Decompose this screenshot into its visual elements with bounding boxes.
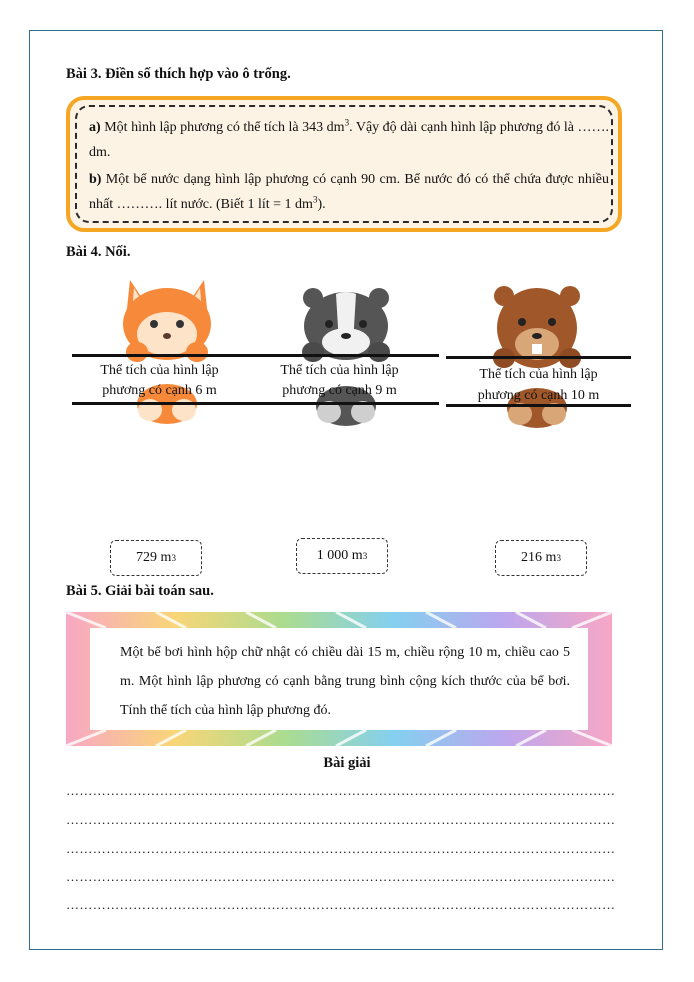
answer-line-4[interactable]: …………………………………………………………………………………………………………… — [66, 869, 616, 884]
card-badger[interactable] — [254, 272, 439, 432]
badger-icon — [291, 284, 401, 434]
card-fox-label-1: Thể tích của hình lập — [100, 363, 219, 378]
answer-line-2[interactable]: …………………………………………………………………………………………………………… — [66, 812, 616, 827]
card-fox-top-bar — [72, 354, 257, 357]
ex3-a-text2: . Vậy độ dài cạnh hình lập phương đó là ……. dm. — [89, 120, 609, 160]
answer-box-1[interactable]: 729 m 3 — [110, 540, 202, 576]
answer-1-value: 729 m — [136, 550, 172, 565]
card-fox-bottom-bar — [72, 402, 257, 405]
card-badger-label-2: phương có cạnh 9 m — [282, 383, 397, 398]
answer-2-value: 1 000 m — [316, 548, 363, 563]
answer-box-2[interactable]: 1 000 m 3 — [296, 538, 388, 574]
card-fox-label-2: phương có cạnh 6 m — [102, 383, 217, 398]
ex5-problem-text: Một bể bơi hình hộp chữ nhật có chiều dài 15 m, chiều rộng 10 m, chiều cao 5 m. Một hình lập phương có cạnh bằng trung bình cộng kích thước của bể bơi. Tính thể tích của hình lập phương đó. — [120, 645, 570, 718]
solution-heading: Bài giải — [323, 755, 371, 771]
answer-3-value: 216 m — [521, 550, 557, 565]
ex4-heading: Bài 4. Nối. — [66, 244, 131, 260]
ex3-heading: Bài 3. Điền số thích hợp vào ô trống. — [66, 66, 291, 82]
ex3-box — [66, 96, 622, 232]
answer-box-3[interactable]: 216 m 3 — [495, 540, 587, 576]
ex5-heading: Bài 5. Giải bài toán sau. — [66, 583, 214, 599]
card-badger-label-1: Thể tích của hình lập — [280, 363, 399, 378]
answer-line-1[interactable]: …………………………………………………………………………………………………………… — [66, 783, 616, 798]
card-beaver-label-1: Thể tích của hình lập — [479, 367, 598, 382]
card-badger-bottom-bar — [254, 402, 439, 405]
ex3-a-text1: Một hình lập phương có thể tích là 343 dm — [104, 120, 345, 135]
ex3-part-b — [89, 167, 609, 217]
ex3-b-label: b) — [89, 172, 102, 187]
ex3-text — [89, 115, 609, 219]
fox-icon — [112, 272, 222, 432]
card-badger-top-bar — [254, 354, 439, 357]
card-beaver-label-2: phương có cạnh 10 m — [477, 388, 600, 403]
answer-line-3[interactable]: …………………………………………………………………………………………………………… — [66, 841, 616, 856]
answer-line-5[interactable]: …………………………………………………………………………………………………………… — [66, 897, 616, 912]
card-beaver-top-bar — [446, 356, 631, 359]
card-fox[interactable] — [72, 272, 257, 432]
ex3-b-text2: ). — [317, 197, 326, 212]
ex3-part-a — [89, 115, 609, 165]
ex3-b-text1: Một bể nước dạng hình lập phương có cạnh 90 cm. Bể nước đó có thể chứa được nhiều nhất ………. lít nước. (Biết 1 lít = 1 dm — [89, 172, 609, 212]
card-beaver[interactable] — [446, 276, 631, 436]
ex3-a-sup: 3 — [344, 117, 350, 128]
ex3-b-sup: 3 — [312, 194, 318, 205]
card-beaver-bottom-bar — [446, 404, 631, 407]
ex3-a-label: a) — [89, 120, 101, 135]
